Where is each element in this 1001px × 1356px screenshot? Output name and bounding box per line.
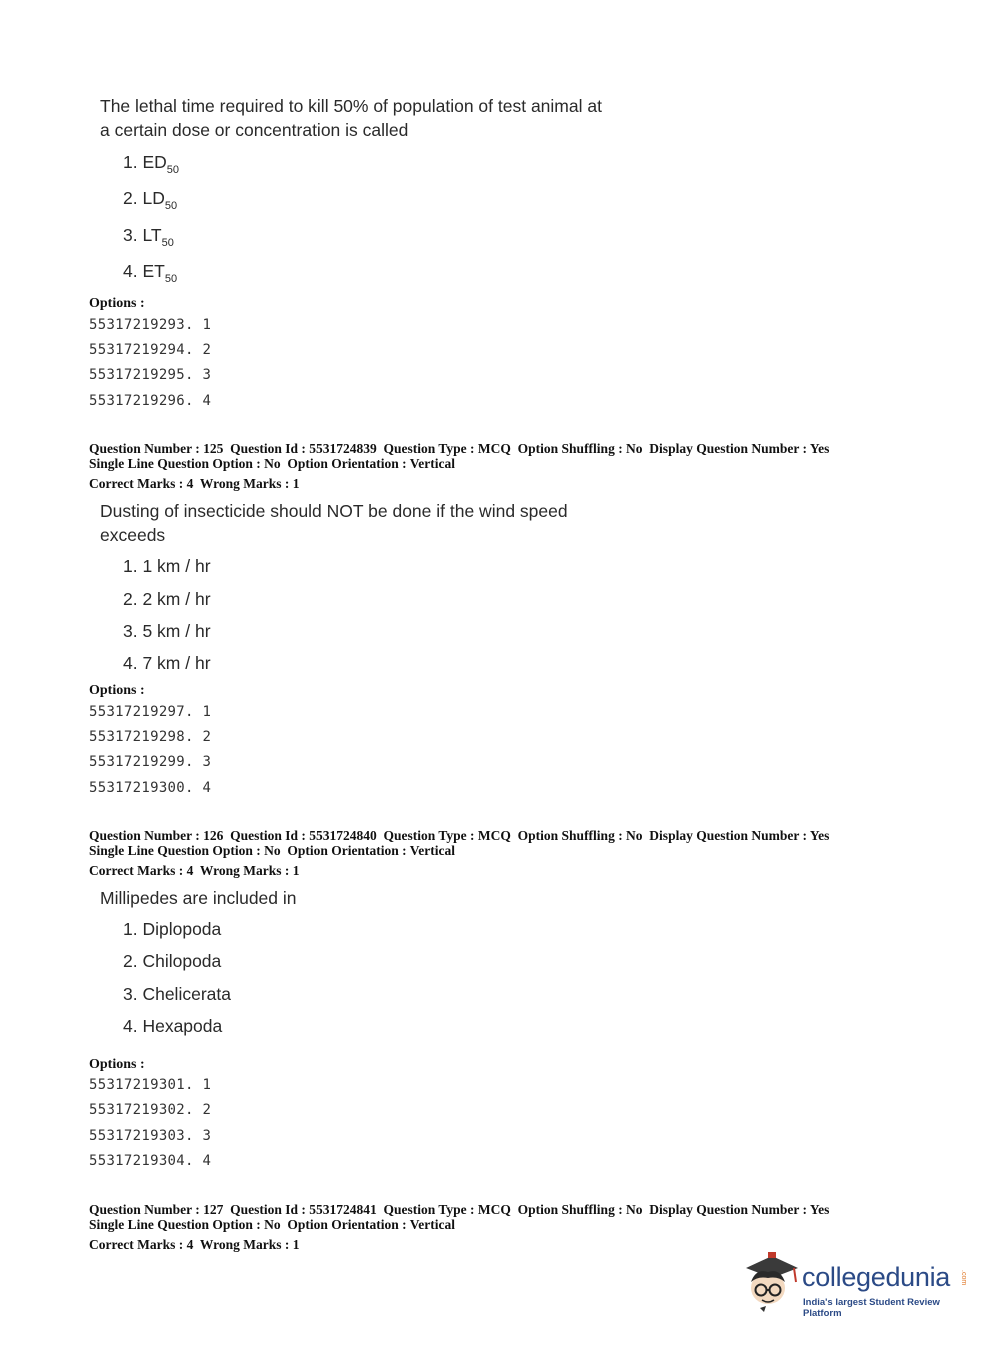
option-id-line: 55317219299. 3 [89, 754, 212, 770]
question-text-line: Dusting of insecticide should NOT be done if the wind speed [100, 501, 568, 521]
option-id-line: 55317219295. 3 [89, 367, 212, 383]
option-id-line: 55317219301. 1 [89, 1077, 212, 1093]
options-label: Options : [89, 296, 145, 311]
question-meta: Question Number : 127 Question Id : 5531724841 Question Type : MCQ Option Shuffling : No Display Question Number : Yes [89, 1202, 830, 1217]
answer-choice: 3. 5 km / hr [123, 621, 211, 641]
option-id-line: 55317219298. 2 [89, 729, 212, 745]
question-text-line: The lethal time required to kill 50% of population of test animal at [100, 96, 602, 116]
option-id-line: 55317219293. 1 [89, 317, 212, 333]
answer-choice: 4. 7 km / hr [123, 653, 211, 673]
options-label: Options : [89, 683, 145, 698]
logo-domain-suffix: .com [960, 1270, 967, 1286]
question-text-line: a certain dose or concentration is called [100, 120, 409, 140]
option-id-line: 55317219300. 4 [89, 780, 212, 796]
question-meta: Single Line Question Option : No Option Orientation : Vertical [89, 456, 456, 471]
option-id-line: 55317219304. 4 [89, 1153, 212, 1169]
question-meta: Single Line Question Option : No Option Orientation : Vertical [89, 1217, 456, 1232]
answer-choice: 1. 1 km / hr [123, 556, 211, 576]
question-meta: Question Number : 126 Question Id : 5531724840 Question Type : MCQ Option Shuffling : No Display Question Number : Yes [89, 828, 830, 843]
collegedunia-logo [742, 1250, 972, 1320]
option-id-line: 55317219303. 3 [89, 1128, 212, 1144]
options-label: Options : [89, 1057, 145, 1072]
answer-choice: 3. Chelicerata [123, 984, 231, 1004]
option-id-line: 55317219302. 2 [89, 1102, 212, 1118]
answer-choice: 2. $LD_{50}$ [123, 188, 178, 212]
answer-choice: 1. $ED_{50}$ [123, 152, 180, 176]
answer-choice: 3. $LT_{50}$ [123, 225, 174, 249]
logo-wordmark: collegedunia [802, 1262, 951, 1292]
answer-choice: 4. $ET_{50}$ [123, 261, 178, 285]
question-meta: Question Number : 125 Question Id : 5531724839 Question Type : MCQ Option Shuffling : No Display Question Number : Yes [89, 441, 830, 456]
answer-choice: 4. Hexapoda [123, 1016, 223, 1036]
question-meta: Single Line Question Option : No Option Orientation : Vertical [89, 843, 456, 858]
option-id-line: 55317219296. 4 [89, 393, 212, 409]
question-marks: Correct Marks : 4 Wrong Marks : 1 [89, 476, 300, 491]
option-id-line: 55317219297. 1 [89, 704, 212, 720]
logo-tagline: India's largest Student Review Platform [803, 1297, 940, 1319]
mascot-icon [742, 1250, 802, 1316]
question-text-line: Millipedes are included in [100, 888, 297, 908]
question-text-line: exceeds [100, 525, 166, 545]
question-marks: Correct Marks : 4 Wrong Marks : 1 [89, 863, 300, 878]
answer-choice: 2. 2 km / hr [123, 589, 211, 609]
option-id-line: 55317219294. 2 [89, 342, 212, 358]
question-marks: Correct Marks : 4 Wrong Marks : 1 [89, 1237, 300, 1252]
answer-choice: 1. Diplopoda [123, 919, 222, 939]
answer-choice: 2. Chilopoda [123, 951, 222, 971]
